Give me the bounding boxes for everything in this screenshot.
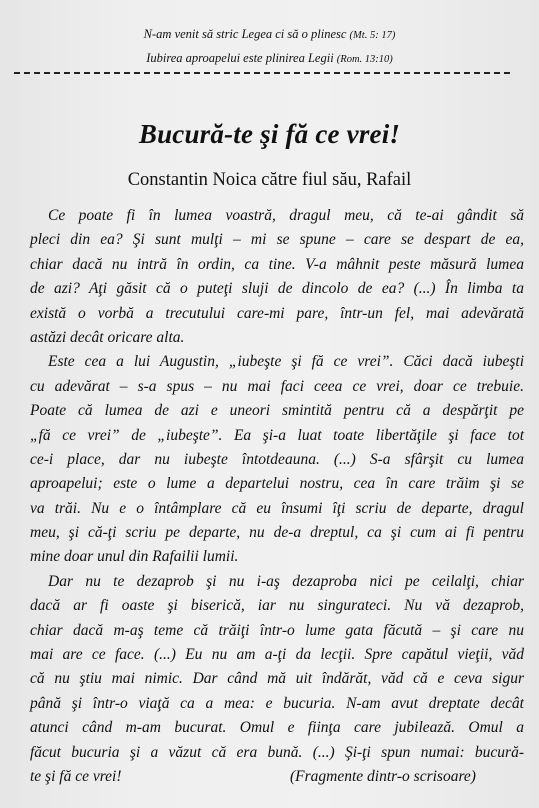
- article-title: Bucură-te şi fă ce vrei!: [138, 119, 401, 149]
- text-line: făcut bucuria şi a văzut că era bună. (...) Şi-ţi spun numai: bucură-: [30, 744, 524, 761]
- dashed-divider: [14, 72, 510, 74]
- epigraph-line-2: [0, 50, 539, 68]
- text-line: de azi? Aţi găsit că o puteţi sluji de dincolo de ea? (...) În limba ta: [30, 280, 524, 297]
- epigraph-line-1: [0, 26, 539, 44]
- epigraph-text-1: N-am venit să stric Legea ci să o plinesc: [143, 27, 347, 41]
- text-line: aproapelui; este o lume a departelui nostru, cea în care trăim şi se: [30, 475, 524, 492]
- text-line: că nu ştiu mai nimic. Dar când mă uit îndărăt, văd că e ceva sigur: [30, 670, 524, 687]
- text-line: Dar nu te dezaprob şi nu i-aş dezaproba nici pe ceilalţi, chiar: [48, 573, 524, 590]
- epigraph-text-2: Iubirea aproapelui este plinirea Legii: [146, 51, 334, 65]
- text-line: astăzi decât oricare alta.: [30, 329, 185, 346]
- article-subtitle: Constantin Noica către fiul său, Rafail: [127, 170, 412, 190]
- text-line: va trăi. Nu e o întâmplare că eu însumi îţi scriu de departe, dragul: [30, 500, 524, 517]
- text-line: mai are ce face. (...) Eu nu am a-ţi da lecţii. Spre capătul vieţii, văd: [30, 646, 524, 663]
- epigraph-ref-2: (Rom. 13:10): [336, 54, 393, 65]
- text-line: dacă ar fi oaste şi biserică, iar nu singurateci. Nu vă dezaprob,: [30, 597, 524, 614]
- text-line: Este cea a lui Augustin, „iubeşte şi fă ce vrei”. Căci dacă iubeşti: [48, 353, 524, 370]
- text-line: chiar dacă m-aş teme că trăiţi într-o lume gata făcută – şi care nu: [30, 622, 524, 639]
- text-line: chiar dacă nu intră în ordin, ca tine. V-a mâhnit peste măsură lumea: [30, 256, 524, 273]
- text-line: cu adevărat – s-a spus – nu mai faci ceea ce vrei, doar ce trebuie.: [30, 378, 524, 395]
- epigraph-ref-1: (Mt. 5: 17): [349, 30, 396, 41]
- text-line: „fă ce vrei” de „iubeşte”. Ea şi-a luat toate libertăţile şi face tot: [30, 427, 524, 444]
- text-line: există o vorbă a trecutului care-mi pare, într-un fel, mai adevărată: [30, 305, 524, 322]
- text-line: pleci din ea? Şi sunt mulţi – mi se spune – care se despart de ea,: [30, 231, 524, 248]
- text-line: atunci când m-am bucurat. Omul e fiinţa care jubilează. Omul a: [30, 719, 524, 736]
- signature-note: (Fragmente dintr-o scrisoare): [290, 768, 476, 785]
- text-line: până şi într-o viaţă ca a mea: e bucuria. N-am avut dreptate decât: [30, 695, 524, 712]
- text-line: ce-i place, dar nu iubeşte întotdeauna. (...) S-a sfârşit cu lumea: [30, 451, 524, 468]
- text-line: Ce poate fi în lumea voastră, dragul meu, că te-ai gândit să: [48, 207, 524, 224]
- text-line: te şi fă ce vrei!: [30, 768, 122, 785]
- text-line: mine doar unul din Rafailii lumii.: [30, 548, 239, 565]
- text-line: meu, şi că-ţi scriu pe departe, nu de-a dreptul, ca şi cum ai fi pentru: [30, 524, 524, 541]
- text-line: Poate că lumea de azi e uneori smintită pentru că a despărţit pe: [30, 402, 524, 419]
